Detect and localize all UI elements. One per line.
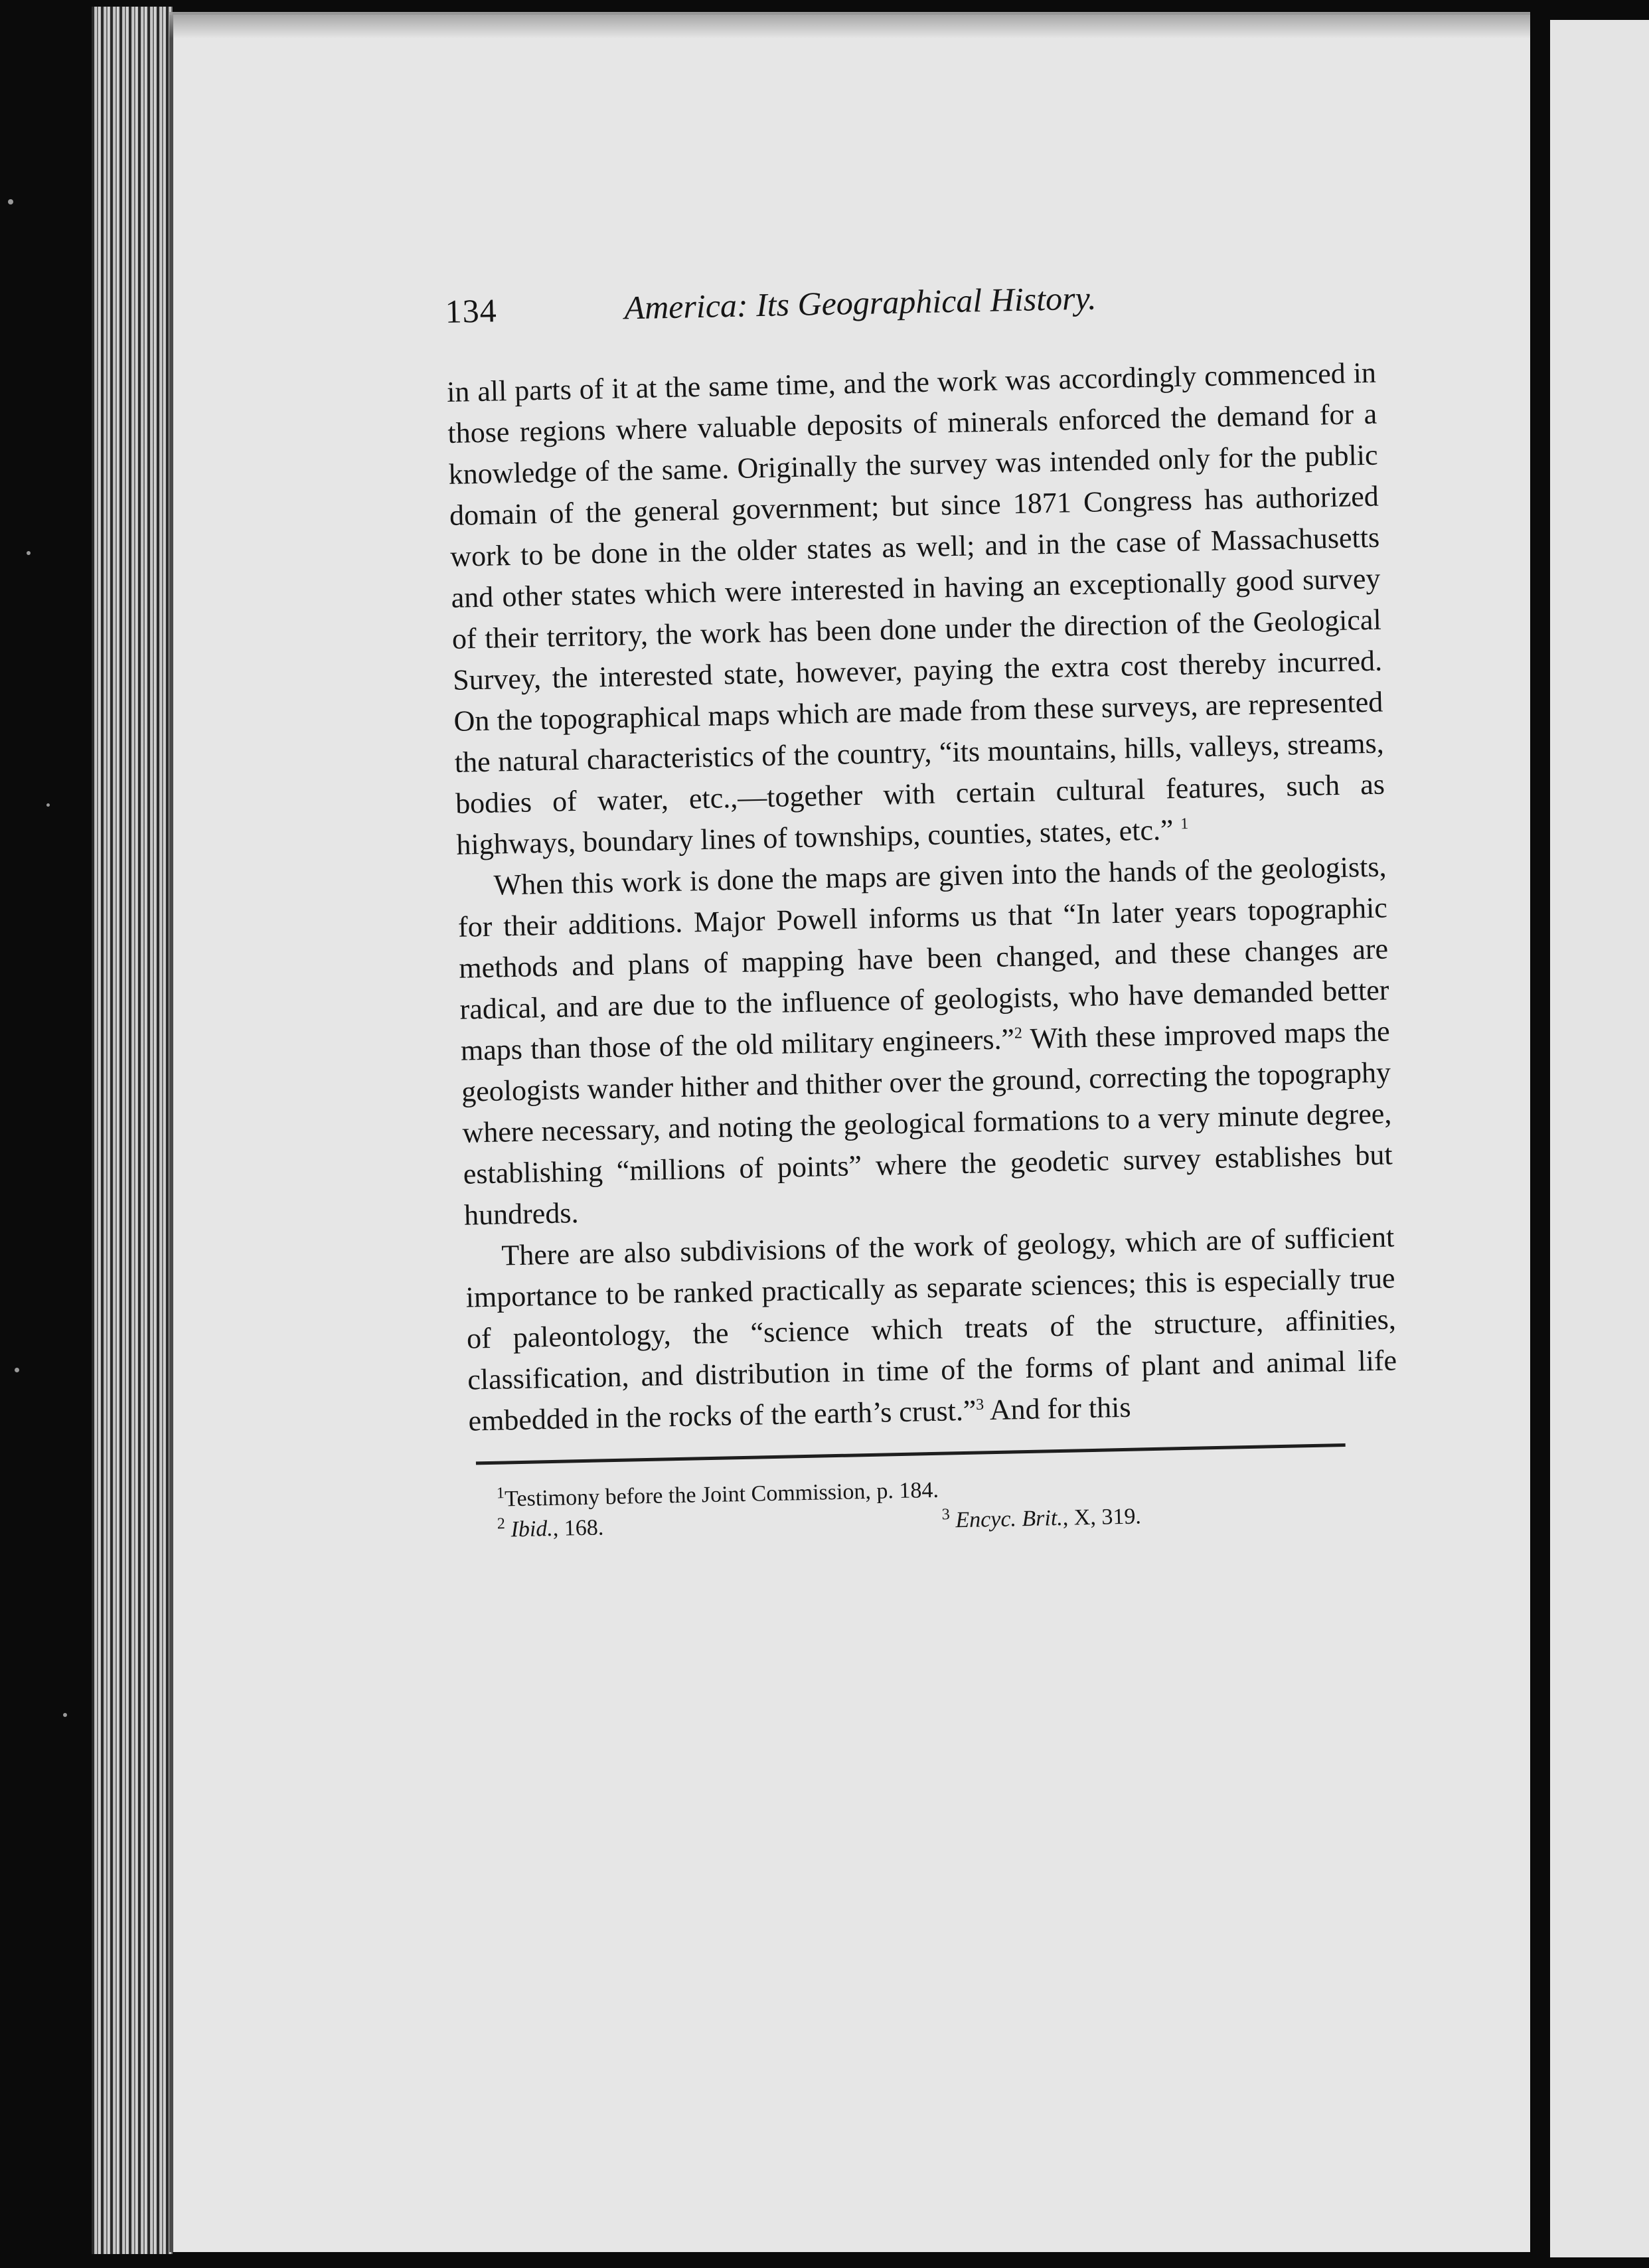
footnote-mark: 3 <box>941 1506 950 1524</box>
paragraph-text: With these improved maps the geologists wander hither and thither over the ground, correcting the topography where necessary, and noting the geological formations to a very minute degree, establishing “millions of points” where the geodetic survey establishes but hundreds. <box>461 1014 1393 1232</box>
footnote <box>941 1501 1141 1536</box>
paragraph-text: And for this <box>983 1390 1131 1427</box>
page-top-shadow <box>169 12 1530 39</box>
paragraph <box>447 353 1386 866</box>
paragraph <box>465 1216 1398 1441</box>
body-text <box>447 353 1398 1442</box>
paragraph <box>457 846 1393 1236</box>
footnote-mark: 2 <box>497 1515 506 1533</box>
footnote-text: , 168. <box>552 1515 604 1541</box>
footnote-ref: 2 <box>1014 1024 1023 1042</box>
footnote-source: Ibid. <box>510 1516 554 1542</box>
paragraph-text: There are also subdivisions of the work of geology, which are of sufficient importance to be ranked practically as separate sciences; this is especially true of paleontology, the “science which treats of the structure, affinities, classification, and distribution in time of the forms of plant and animal life embedded in the rocks of the earth’s crust.” <box>465 1220 1397 1437</box>
page-stack-edges <box>92 7 173 2254</box>
footnote-ref: 3 <box>975 1396 984 1414</box>
footnote-source: Encyc. Brit. <box>955 1505 1063 1533</box>
paragraph-text: When this work is done the maps are given into the hands of the geologists, for their additions. Major Powell informs us that “In later years topographic methods and plans of mapping have been changed, and these changes are radical, and are due to the influence of geologists, who have demanded better maps than those of the old military engineers.” <box>457 850 1389 1067</box>
facing-page-edge <box>1550 20 1649 2257</box>
page-content <box>445 273 1400 1546</box>
scan-speck <box>27 551 31 555</box>
scan-speck <box>15 1368 19 1372</box>
paragraph-text: in all parts of it at the same time, and the work was accordingly commenced in those regions where valuable deposits of minerals enforced the demand for a knowledge of the same. Originally the survey was intended only for the public domain of the general government; but since 1871 Congress has authorized work to be done in the older states as well; and in the case of Massachusetts and other states which were interested in having an exceptionally good survey of their territory, the work has been done under the direction of the Geological Survey, the interested state, however, paying the extra cost thereby incurred. On the topographical maps which are made from these surveys, are represented the natural characteristics of the country, “its mountains, hills, valleys, streams, bodies of water, etc.,—together with certain cultural features, such as highways, boundary lines of townships, counties, states, etc.” <box>446 356 1385 861</box>
running-title: America: Its Geographical History. <box>623 279 1097 327</box>
book-gutter <box>1530 7 1550 2254</box>
scan-speck <box>46 803 50 807</box>
scan-speck <box>8 199 13 204</box>
page-number: 134 <box>445 291 498 330</box>
footnote-text: , X, 319. <box>1062 1504 1142 1530</box>
footnote-mark: 1 <box>496 1485 505 1502</box>
scan-speck <box>63 1713 67 1717</box>
footnote-ref: 1 <box>1180 815 1189 833</box>
footnote-text: Testimony before the Joint Commission, p. 184. <box>504 1477 939 1512</box>
footnote-divider <box>476 1443 1346 1465</box>
